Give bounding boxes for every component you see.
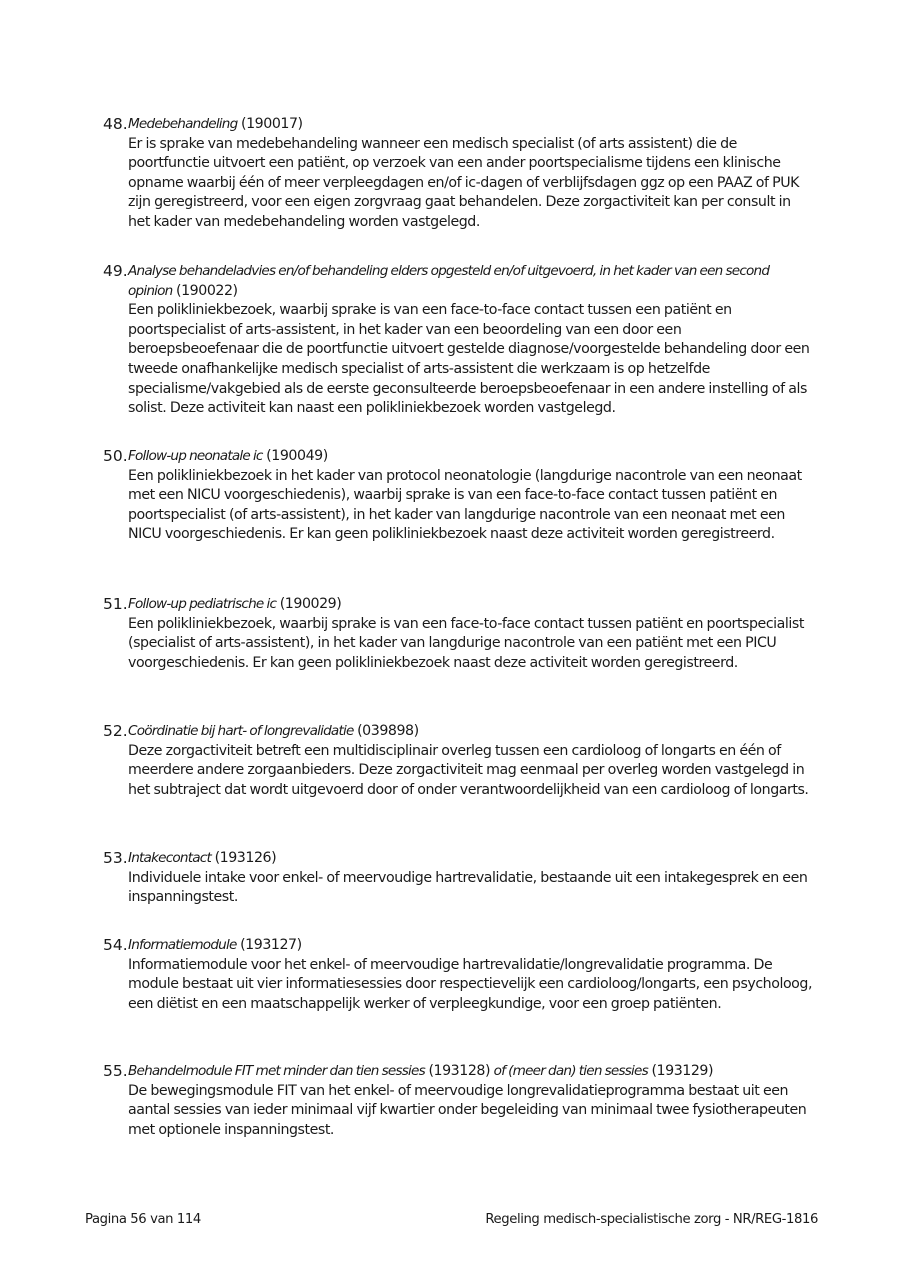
item-number: 51. (103, 595, 128, 613)
list-item-55 (103, 1062, 813, 1140)
item-code: (190029) (279, 596, 342, 612)
item-code-alt: (193129) (651, 1063, 714, 1079)
item-heading (128, 262, 813, 301)
document-reference: Regeling medisch-specialistische zorg - NR/REG-1816 (485, 1212, 818, 1227)
item-title: Behandelmodule FIT met minder dan tien sessies (128, 1063, 425, 1079)
item-title: Analyse behandeladvies en/of behandeling elders opgesteld en/of uitgevoerd, in het kader van een second opinion (128, 263, 770, 299)
page-number: Pagina 56 van 114 (85, 1212, 201, 1227)
list-item-49 (103, 262, 813, 419)
list-item-51 (103, 595, 813, 673)
item-title: Follow-up pediatrische ic (128, 596, 277, 612)
item-number: 54. (103, 936, 128, 954)
item-number: 49. (103, 262, 128, 280)
item-number: 52. (103, 722, 128, 740)
item-code: (190022) (176, 282, 238, 299)
list-item-52 (103, 722, 813, 800)
item-code: (193128) (428, 1063, 491, 1079)
list-item-50 (103, 447, 813, 545)
list-item-48 (103, 115, 813, 233)
item-title: Coördinatie bij hart- of longrevalidatie (128, 723, 354, 739)
item-code: (193127) (240, 937, 302, 953)
item-heading (128, 849, 813, 869)
item-code: (190017) (241, 116, 303, 132)
item-code: (039898) (357, 723, 419, 739)
item-body: Informatiemodule voor het enkel- of meervoudige hartrevalidatie/longrevalidatie programma. De module bestaat uit vier informatiesessies door respectievelijk een cardioloog/longarts, een psycholoog, een diëtist en een maatschappelijk werker of verpleegkundige, voor een groep patiënten. (128, 956, 813, 1012)
item-title: Informatiemodule (128, 937, 237, 953)
item-number: 48. (103, 115, 128, 133)
item-heading (128, 595, 813, 615)
item-title-alt: of (meer dan) tien sessies (493, 1063, 648, 1079)
item-heading (128, 936, 813, 956)
item-title: Medebehandeling (128, 116, 238, 132)
list-item-53 (103, 849, 813, 908)
item-number: 55. (103, 1062, 128, 1080)
item-body: De bewegingsmodule FIT van het enkel- of meervoudige longrevalidatieprogramma bestaat uit een aantal sessies van ieder minimaal vijf kwartier onder begeleiding van minimaal twee fysiotherapeuten met optionele inspanningstest. (128, 1082, 807, 1138)
item-body: Individuele intake voor enkel- of meervoudige hartrevalidatie, bestaande uit een intakegesprek en een inspanningstest. (128, 869, 808, 906)
item-heading (128, 115, 813, 135)
item-number: 53. (103, 849, 128, 867)
item-heading (128, 722, 813, 742)
item-body: Een polikliniekbezoek, waarbij sprake is van een face-to-face contact tussen patiënt en poortspecialist (specialist of arts-assistent), in het kader van langdurige nacontrole van een patiënt met een PICU voorgeschiedenis. Er kan geen polikliniekbezoek naast deze activiteit worden geregistreerd. (128, 615, 804, 671)
item-code: (193126) (214, 850, 277, 866)
item-heading (128, 1062, 813, 1082)
item-title: Follow-up neonatale ic (128, 448, 263, 464)
item-heading (128, 447, 813, 467)
list-item-54 (103, 936, 813, 1014)
item-body: Een polikliniekbezoek, waarbij sprake is van een face-to-face contact tussen een patiënt en poortspecialist of arts-assistent, in het kader van een beoordeling van een door een beroepsbeoefenaar die de poortfunctie uitvoert gestelde diagnose/voorgestelde behandeling door een tweede onafhankelijke medisch specialist of arts-assistent die werkzaam is op hetzelfde specialisme/vakgebied als de eerste geconsulteerde beroepsbeoefenaar in een andere instelling of als solist. Deze activiteit kan naast een polikliniekbezoek worden vastgelegd. (128, 302, 810, 417)
item-body: Er is sprake van medebehandeling wanneer een medisch specialist (of arts assistent) die de poortfunctie uitvoert een patiënt, op verzoek van een ander poortspecialisme tijdens een klinische opname waarbij één of meer verpleegdagen en/of ic-dagen of verblijfsdagen ggz op een PAAZ of PUK zijn geregistreerd, voor een eigen zorgvraag gaat behandelen. Deze zorgactiviteit kan per consult in het kader van medebehandeling worden vastgelegd. (128, 135, 800, 230)
item-body: Een polikliniekbezoek in het kader van protocol neonatologie (langdurige nacontrole van een neonaat met een NICU voorgeschiedenis), waarbij sprake is van een face-to-face contact tussen patiënt en poortspecialist (of arts-assistent), in het kader van langdurige nacontrole van een neonaat met een NICU voorgeschiedenis. Er kan geen polikliniekbezoek naast deze activiteit worden geregistreerd. (128, 467, 802, 543)
item-code: (190049) (266, 448, 328, 464)
item-title: Intakecontact (128, 850, 211, 866)
item-body: Deze zorgactiviteit betreft een multidisciplinair overleg tussen een cardioloog of longarts en één of meerdere andere zorgaanbieders. Deze zorgactiviteit mag eenmaal per overleg worden vastgelegd in het subtraject dat wordt uitgevoerd door of onder verantwoordelijkheid van een cardioloog of longarts. (128, 742, 809, 798)
item-number: 50. (103, 447, 128, 465)
